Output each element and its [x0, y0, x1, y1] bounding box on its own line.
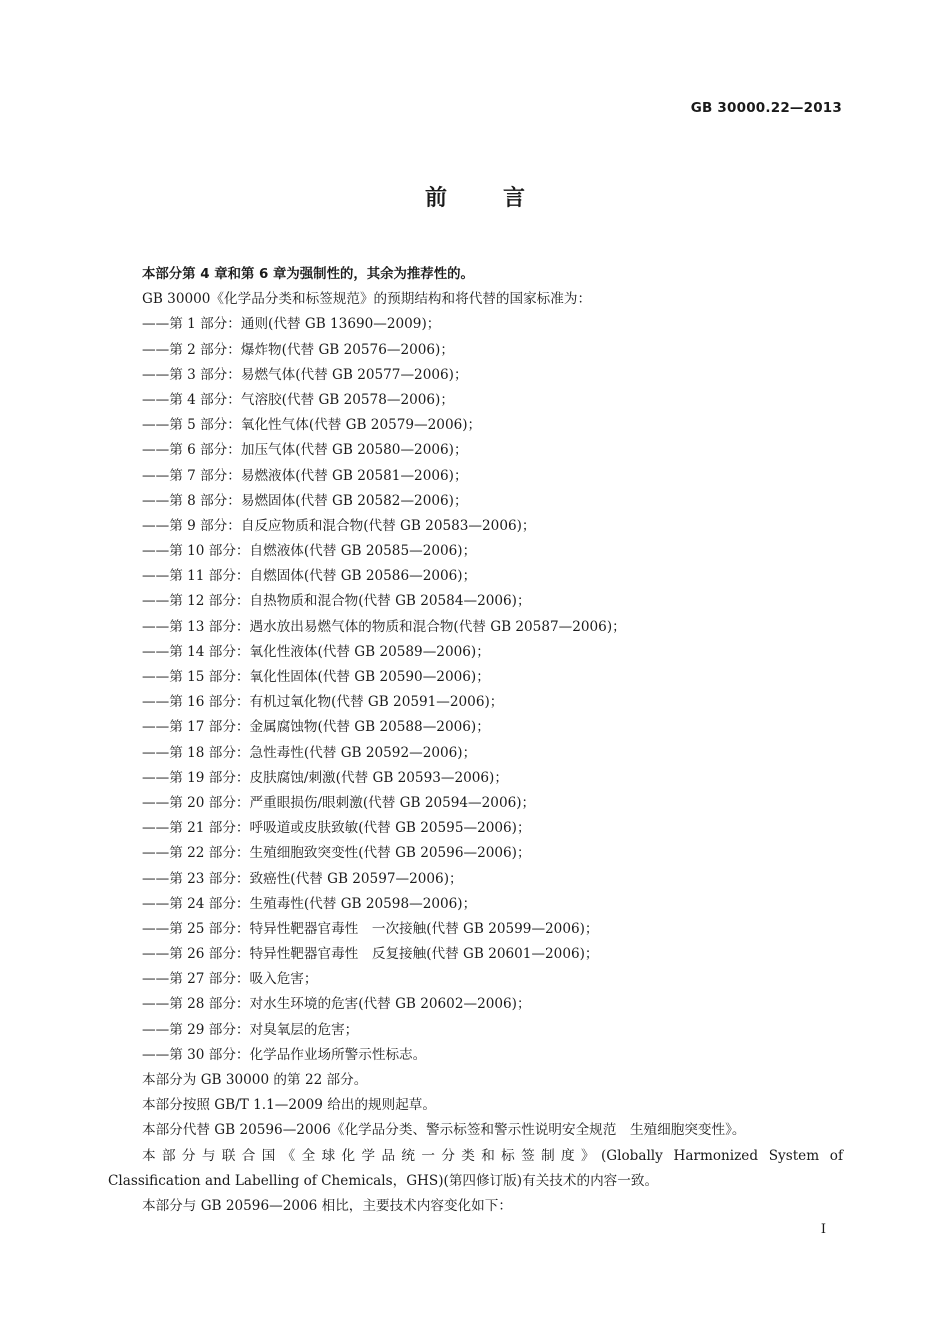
list-item: ——第 16 部分：有机过氧化物(代替 GB 20591—2006)；	[142, 694, 504, 711]
list-item: ——第 5 部分：氧化性气体(代替 GB 20579—2006)；	[142, 417, 482, 434]
list-item: ——第 22 部分：生殖细胞致突变性(代替 GB 20596—2006)；	[142, 845, 531, 862]
paragraph-changes: 本部分与 GB 20596—2006 相比，主要技术内容变化如下：	[142, 1197, 512, 1214]
list-item: ——第 3 部分：易燃气体(代替 GB 20577—2006)；	[142, 366, 468, 383]
title-char-2: 言	[503, 186, 526, 211]
paragraph-drafting-rules: 本部分按照 GB/T 1.1—2009 给出的规则起草。	[142, 1097, 436, 1114]
list-item: ——第 7 部分：易燃液体(代替 GB 20581—2006)；	[142, 467, 468, 484]
list-item: ——第 23 部分：致癌性(代替 GB 20597—2006)；	[142, 870, 463, 887]
list-item: ——第 17 部分：金属腐蚀物(代替 GB 20588—2006)；	[142, 719, 490, 736]
list-item: ——第 18 部分：急性毒性(代替 GB 20592—2006)；	[142, 744, 477, 761]
list-item: ——第 14 部分：氧化性液体(代替 GB 20589—2006)；	[142, 643, 490, 660]
list-item: ——第 11 部分：自燃固体(代替 GB 20586—2006)；	[142, 568, 477, 585]
list-item: ——第 29 部分：对臭氧层的危害；	[142, 1021, 359, 1038]
page-number: I	[820, 1222, 826, 1237]
list-item: ——第 27 部分：吸入危害；	[142, 971, 318, 988]
list-item: ——第 4 部分：气溶胶(代替 GB 20578—2006)；	[142, 391, 454, 408]
title-char-1: 前	[424, 186, 447, 211]
parts-list	[108, 312, 843, 1068]
list-item: ——第 15 部分：氧化性固体(代替 GB 20590—2006)；	[142, 669, 490, 685]
list-item: ——第 1 部分：通则(代替 GB 13690—2009)；	[142, 316, 441, 333]
page-title	[0, 181, 950, 212]
list-item: ——第 8 部分：易燃固体(代替 GB 20582—2006)；	[142, 492, 468, 509]
list-item: ——第 24 部分：生殖毒性(代替 GB 20598—2006)；	[142, 895, 477, 912]
paragraph-ghs-line-1: 本部分与联合国《全球化学品统一分类和标签制度》(Globally Harmonized System of	[142, 1147, 843, 1164]
standard-code: GB 30000.22—2013	[690, 100, 842, 116]
list-item: ——第 13 部分：遇水放出易燃气体的物质和混合物(代替 GB 20587—2006)；	[142, 618, 626, 635]
list-item: ——第 30 部分：化学品作业场所警示性标志。	[142, 1046, 427, 1063]
paragraph-ghs-line-2: Classification and Labelling of Chemicals，GHS)(第四修订版)有关技术的内容一致。	[108, 1172, 659, 1189]
list-item: ——第 12 部分：自热物质和混合物(代替 GB 20584—2006)；	[142, 593, 531, 610]
list-item: ——第 25 部分：特异性靶器官毒性 一次接触(代替 GB 20599—2006)；	[142, 920, 599, 937]
list-item: ——第 20 部分：严重眼损伤/眼刺激(代替 GB 20594—2006)；	[142, 794, 536, 811]
list-item: ——第 9 部分：自反应物质和混合物(代替 GB 20583—2006)；	[142, 517, 536, 534]
paragraph-replaces: 本部分代替 GB 20596—2006《化学品分类、警示标签和警示性说明安全规范 生殖细胞突变性》。	[142, 1122, 746, 1139]
list-item: ——第 21 部分：呼吸道或皮肤致敏(代替 GB 20595—2006)；	[142, 820, 531, 837]
paragraph-part-number: 本部分为 GB 30000 的第 22 部分。	[142, 1072, 368, 1088]
document-body	[108, 262, 843, 1219]
list-item: ——第 6 部分：加压气体(代替 GB 20580—2006)；	[142, 442, 468, 459]
list-item: ——第 26 部分：特异性靶器官毒性 反复接触(代替 GB 20601—2006)；	[142, 946, 599, 963]
structure-intro: GB 30000《化学品分类和标签规范》的预期结构和将代替的国家标准为：	[142, 291, 592, 308]
list-item: ——第 10 部分：自燃液体(代替 GB 20585—2006)；	[142, 543, 477, 560]
list-item: ——第 28 部分：对水生环境的危害(代替 GB 20602—2006)；	[142, 996, 531, 1013]
list-item: ——第 2 部分：爆炸物(代替 GB 20576—2006)；	[142, 341, 454, 358]
list-item: ——第 19 部分：皮肤腐蚀/刺激(代替 GB 20593—2006)；	[142, 769, 508, 786]
mandatory-statement: 本部分第 4 章和第 6 章为强制性的，其余为推荐性的。	[142, 267, 474, 282]
